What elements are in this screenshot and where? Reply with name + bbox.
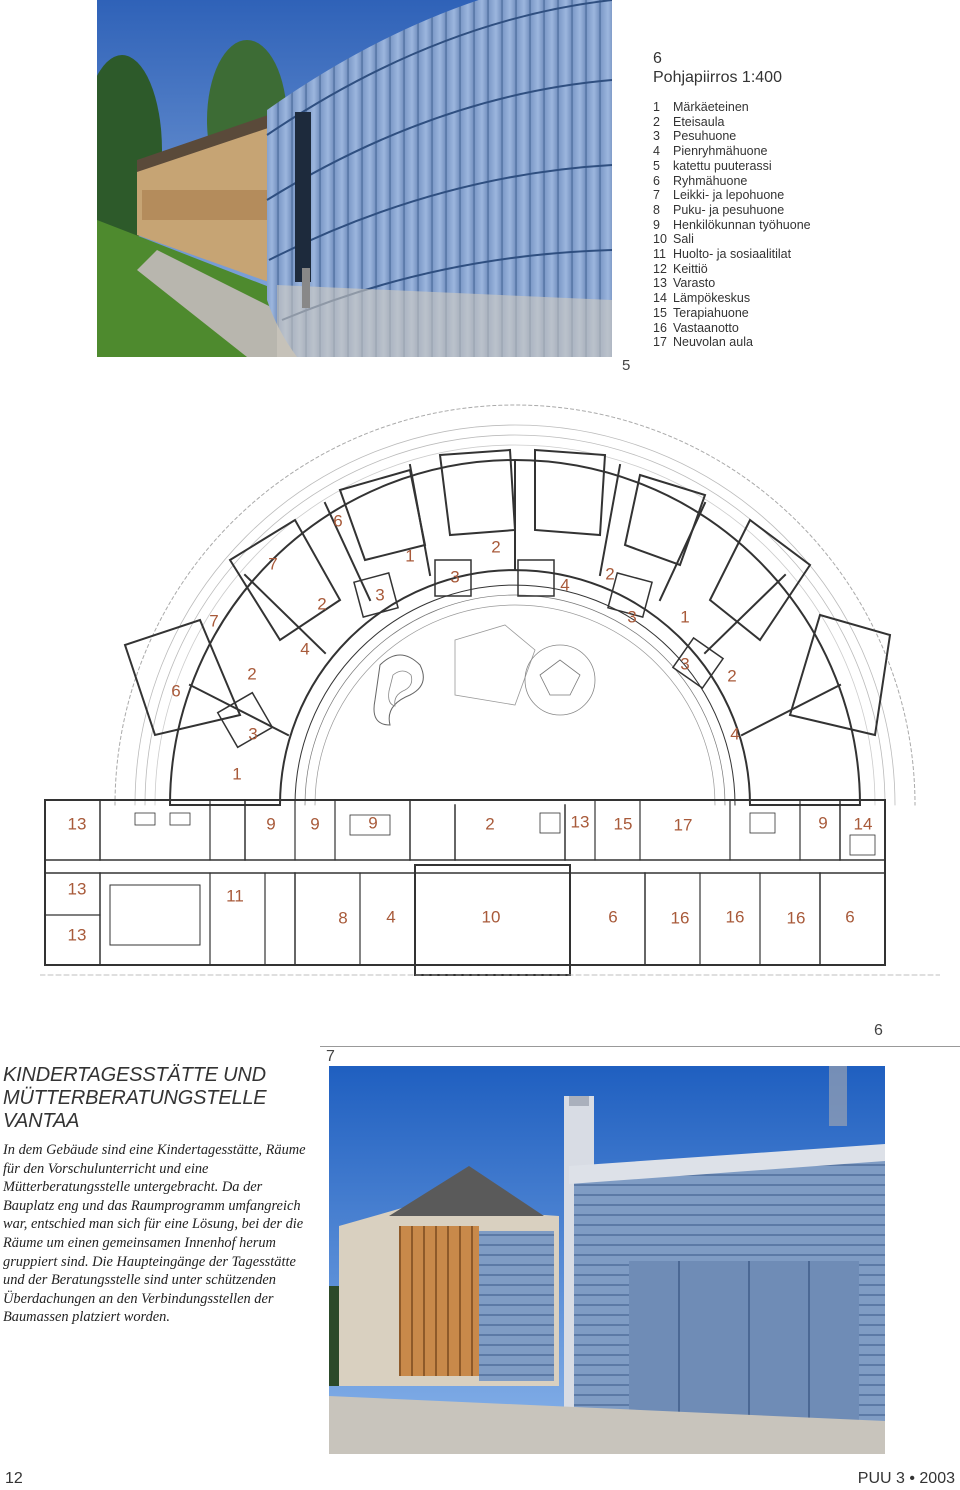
plan-label: 3 xyxy=(375,585,385,605)
title-line: KINDERTAGESSTÄTTE UND xyxy=(3,1064,266,1086)
plan-label: 6 xyxy=(845,907,855,927)
legend-item: 1 Märkäeteinen xyxy=(653,100,749,114)
legend-item: 5 katettu puuterassi xyxy=(653,158,772,173)
figure-number-5: 5 xyxy=(622,357,631,374)
plan-label: 4 xyxy=(560,575,570,595)
legend-list xyxy=(653,100,953,350)
plan-label: 14 xyxy=(853,814,873,834)
plan-label: 4 xyxy=(386,907,396,927)
article xyxy=(3,1064,308,1327)
journal-issue: PUU 3 • 2003 xyxy=(857,1470,955,1487)
legend-item: 4 Pienryhmähuone xyxy=(653,144,768,159)
plan-label: 7 xyxy=(209,611,219,631)
legend-item: 15 Terapiahuone xyxy=(653,305,749,320)
plan-label: 3 xyxy=(680,654,690,674)
plan-label: 2 xyxy=(727,666,737,686)
photo-facade-curved-wall xyxy=(97,0,612,357)
section-divider xyxy=(320,1046,960,1047)
plan-label: 13 xyxy=(67,879,87,899)
plan-label: 1 xyxy=(232,764,242,784)
plan-label: 13 xyxy=(67,814,87,834)
plan-label: 2 xyxy=(491,537,501,557)
legend-item: 12 Keittiö xyxy=(653,261,708,276)
plan-label: 3 xyxy=(450,567,460,587)
legend-title: Pohjapiirros 1:400 xyxy=(653,69,782,86)
plan-label: 1 xyxy=(680,607,690,627)
plan-label: 15 xyxy=(613,814,633,834)
plan-label: 2 xyxy=(485,814,495,834)
legend-item: 10 Sali xyxy=(653,232,694,247)
legend-item: 13 Varasto xyxy=(653,276,716,291)
plan-label: 1 xyxy=(405,546,415,566)
plan-label: 16 xyxy=(670,908,690,928)
legend-item: 2 Eteisaula xyxy=(653,114,725,129)
figure-number-6: 6 xyxy=(874,1022,883,1039)
title-line: MÜTTERBERATUNGSTELLE xyxy=(3,1087,267,1109)
legend-item: 16 Vastaanotto xyxy=(653,320,739,335)
plan-label: 7 xyxy=(268,554,278,574)
plan-label: 3 xyxy=(627,607,637,627)
legend-item: 14 Lämpökeskus xyxy=(653,291,751,306)
legend-item: 8 Puku- ja pesuhuone xyxy=(653,202,785,217)
legend-figure-number: 6 xyxy=(653,50,662,67)
plan-label: 4 xyxy=(300,639,310,659)
plan-label: 9 xyxy=(368,813,378,833)
page-number: 12 xyxy=(5,1470,23,1487)
title-line: VANTAA xyxy=(3,1110,80,1132)
floorplan-legend xyxy=(653,50,953,350)
legend-item: 3 Pesuhuone xyxy=(653,129,737,144)
plan-label: 3 xyxy=(248,724,258,744)
article-body: In dem Gebäude sind eine Kindertagesstätte, Räume für den Vorschulunterricht und eine Mütterberatungsstelle untergebracht. Da der Bauplatz eng und das Raumprogramm umfangreich war, entschied man sich für eine Lösung, bei der die Räume um einen gemeinsamen Innenhof herum gruppiert sind. Die Haupteingänge der Tagesstätte und der Beratungsstelle sind unter schützenden Überdachungen an den Verbindungsstellen der Baumassen platziert worden. xyxy=(3,1142,306,1326)
plan-label: 8 xyxy=(338,908,348,928)
plan-label: 6 xyxy=(608,907,618,927)
plan-label: 9 xyxy=(266,814,276,834)
plan-label: 2 xyxy=(317,594,327,614)
plan-label: 17 xyxy=(673,815,693,835)
plan-label: 2 xyxy=(605,564,615,584)
plan-label: 10 xyxy=(481,907,501,927)
floor-plan xyxy=(40,395,940,980)
plan-label: 13 xyxy=(67,925,87,945)
legend-item: 17 Neuvolan aula xyxy=(653,335,753,350)
plan-label: 16 xyxy=(786,908,806,928)
photo-building-exterior xyxy=(329,1066,885,1454)
legend-item: 11 Huolto- ja sosiaalitilat xyxy=(653,247,792,262)
legend-item: 7 Leikki- ja lepohuone xyxy=(653,188,785,203)
plan-label: 9 xyxy=(818,813,828,833)
plan-label: 13 xyxy=(570,812,590,832)
plan-label: 2 xyxy=(247,664,257,684)
plan-label: 6 xyxy=(171,681,181,701)
plan-label: 16 xyxy=(725,907,745,927)
plan-label: 11 xyxy=(226,886,244,906)
article-title xyxy=(3,1064,308,1133)
plan-label: 9 xyxy=(310,814,320,834)
plan-label: 6 xyxy=(333,511,343,531)
figure-number-7: 7 xyxy=(326,1048,335,1065)
plan-label: 4 xyxy=(730,724,740,744)
legend-item: 9 Henkilökunnan työhuone xyxy=(653,217,811,232)
legend-item: 6 Ryhmähuone xyxy=(653,173,748,188)
